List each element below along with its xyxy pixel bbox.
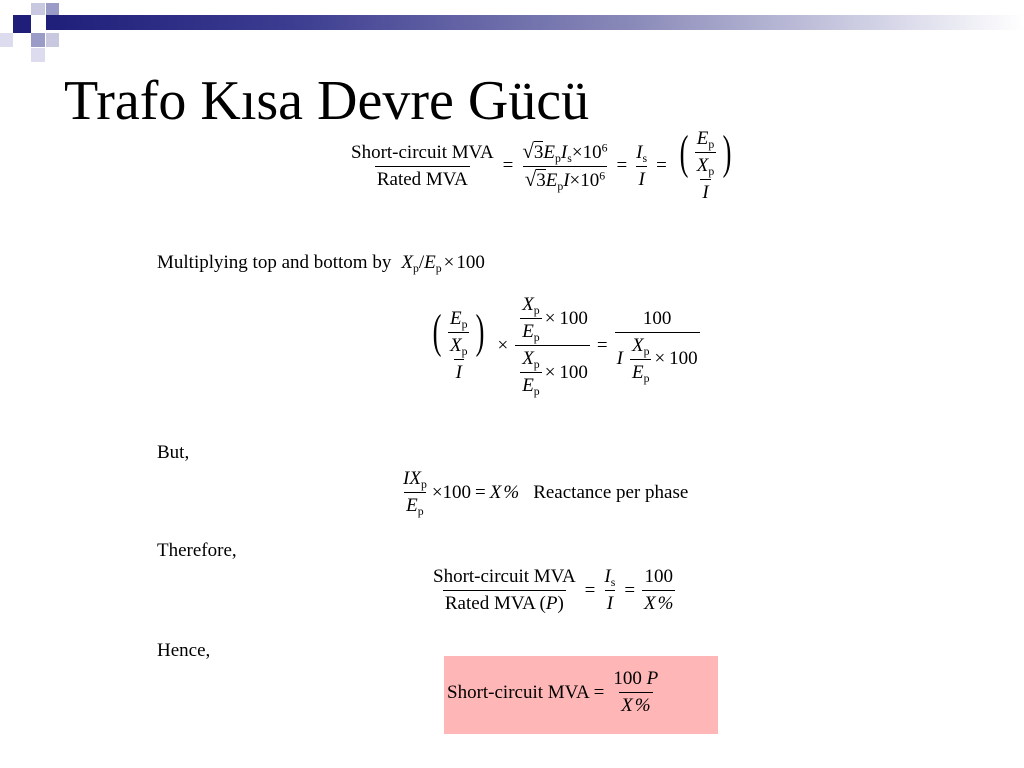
sqrt-symbol: √ 3 <box>522 138 544 163</box>
equation-multiplied <box>424 294 703 397</box>
equation-ratio <box>346 125 740 204</box>
short-circuit-mva-label: Short-circuit MVA <box>447 681 590 703</box>
equals-sign: = <box>475 481 486 503</box>
equals-sign: = <box>656 155 667 176</box>
equals-sign: = <box>584 579 596 601</box>
slide-title: Trafo Kısa Devre Gücü <box>64 70 590 132</box>
deco-square <box>13 15 31 33</box>
equation-reactance: $\frac{IX_p}{E_p}$ × 100 = X % Reactance per phase <box>403 468 689 519</box>
power-ratio-fraction: √ 3 $E_pI_s\times 10^6$ √ 3 $E_pI\times 10^6$ <box>522 138 608 193</box>
ixp-over-ep-fraction: $\frac{IX_p}{E_p}$ <box>403 468 427 519</box>
current-ratio-fraction: $\frac{I_s}{I}$ <box>636 141 648 190</box>
equals-sign: = <box>502 155 514 176</box>
header-decoration <box>0 0 1024 66</box>
short-circuit-mva-label: Short-circuit MVA <box>351 141 494 163</box>
hundred-over-i-xp-ep-fraction: 100 I $\frac{X_p}{E_p}$ × 100 <box>616 307 698 385</box>
ep-xp-over-i-fraction: ( $\frac{E_p}{X_p}$ ) I <box>432 305 485 383</box>
multiplying-text: Multiplying top and bottom by <box>157 252 392 273</box>
sc-over-rated-fraction: $\frac{\text{Short-circuit MVA}}{\text{Rated MVA (P)}}$ <box>433 566 576 614</box>
current-ratio-fraction: $\frac{I_s}{I}$ <box>604 566 616 614</box>
hundred-p-over-xpct-fraction: $\frac{100 P}{X \%}$ <box>613 668 659 716</box>
equation-final <box>447 668 663 717</box>
reactance-per-phase-text: Reactance per phase <box>533 481 689 503</box>
equals-sign: = <box>616 155 628 176</box>
therefore-text: Therefore, <box>157 540 237 561</box>
header-gradient-bar <box>46 15 1024 30</box>
hence-text: Hence, <box>157 640 211 661</box>
equals-sign: = <box>596 334 608 356</box>
equals-sign: = <box>624 579 636 601</box>
mva-ratio-fraction <box>349 142 496 191</box>
deco-square <box>0 33 13 47</box>
equals-sign: = <box>593 681 605 703</box>
but-text: But, <box>157 442 190 463</box>
deco-square <box>31 33 45 47</box>
rated-mva-label: Rated MVA <box>375 166 470 191</box>
times-sign: × <box>497 334 509 356</box>
multiplying-line: Multiplying top and bottom by $X_p/E_p \times 100$ <box>157 252 485 276</box>
deco-square <box>46 3 59 15</box>
hundred-over-xpct-fraction: $\frac{100}{X \%}$ <box>644 566 674 614</box>
deco-square <box>31 48 45 62</box>
sqrt-symbol: √ 3 <box>524 166 546 191</box>
deco-square <box>31 3 45 15</box>
deco-square <box>46 33 59 47</box>
equation-therefore <box>428 566 678 615</box>
xp-ep-scaling-fraction: $\frac{X_p}{E_p}$ × 100 $\frac{X_p}{E_p}$ × 100 <box>515 294 590 397</box>
ep-xp-over-i-fraction: ( $\frac{E_p}{X_p}$ ) I <box>679 125 732 203</box>
